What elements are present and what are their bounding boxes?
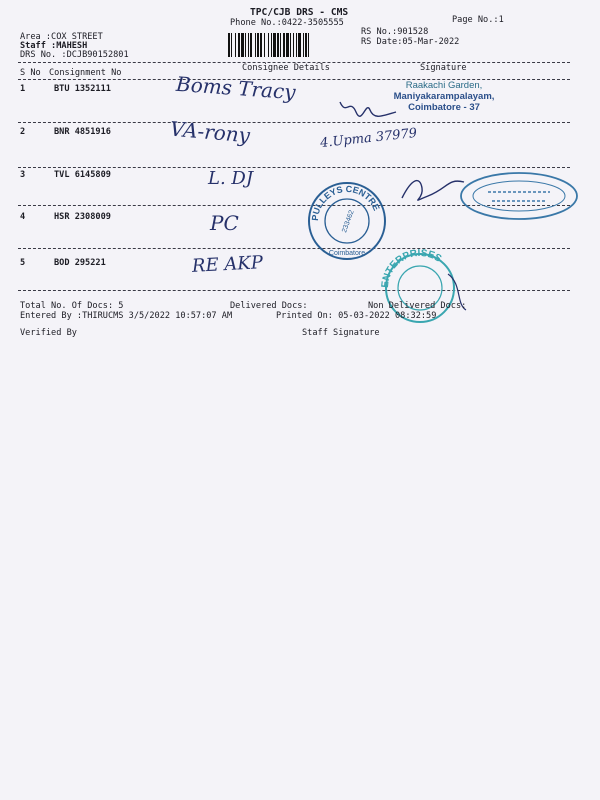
consignee-signature: PC xyxy=(210,211,239,235)
signature-note: 4.Upma 37979 xyxy=(319,125,418,152)
barcode-bar xyxy=(309,33,312,57)
rs-date: RS Date:05-Mar-2022 xyxy=(361,37,460,47)
row-sno: 5 xyxy=(20,258,26,268)
consignee-signature: L. DJ xyxy=(208,168,254,189)
stamp-text: PULLEYS CENTRE xyxy=(309,183,382,222)
phone-number: Phone No.:0422-3505555 xyxy=(230,18,344,28)
stamp-city: Coimbatore xyxy=(328,250,366,257)
staff-signature: Staff Signature xyxy=(302,328,380,338)
scribble-icon xyxy=(338,96,398,122)
staff-label: Staff :MAHESH xyxy=(20,41,88,51)
row-consignment: BOD 295221 xyxy=(54,258,106,268)
printed-on: Printed On: 05-03-2022 08:32:59 xyxy=(276,311,437,321)
area-label: Area :COX STREET xyxy=(20,32,103,42)
consignee-signature: VA-rony xyxy=(169,116,251,148)
sheet-title: TPC/CJB DRS - CMS xyxy=(250,7,349,18)
row-sno: 2 xyxy=(20,127,26,137)
divider xyxy=(18,290,570,291)
page-number: Page No.:1 xyxy=(452,15,504,25)
entered-by: Entered By :THIRUCMS 3/5/2022 10:57:07 AM xyxy=(20,311,233,321)
non-delivered-docs: Non Delivered Docs: xyxy=(368,301,467,311)
consignee-signature: RE AKP xyxy=(191,252,264,277)
total-docs: Total No. Of Docs: 5 xyxy=(20,301,124,311)
row-consignment: BNR 4851916 xyxy=(54,127,111,137)
col-header-sno: S No xyxy=(20,68,41,78)
stamp-address-line3: Coimbatore - 37 xyxy=(408,101,480,113)
row-consignment: BTU 1352111 xyxy=(54,84,111,94)
stamp-address-line1: Raakachi Garden, xyxy=(405,80,483,91)
divider xyxy=(18,122,570,123)
col-header-consignee: Consignee Details xyxy=(242,63,330,73)
divider xyxy=(18,248,570,249)
drs-number: DRS No. :DCJB90152801 xyxy=(20,50,129,60)
delivered-docs: Delivered Docs: xyxy=(230,301,308,311)
row-consignment: HSR 2308009 xyxy=(54,212,111,222)
stamp-address-line2: Maniyakarampalayam, xyxy=(393,90,495,102)
verified-by: Verified By xyxy=(20,328,77,338)
oval-stamp xyxy=(458,170,580,226)
divider xyxy=(18,167,570,168)
row-consignment: TVL 6145809 xyxy=(54,170,111,180)
stamp-number: 233462 xyxy=(341,209,356,234)
row-sno: 3 xyxy=(20,170,26,180)
row-sno: 4 xyxy=(20,212,26,222)
rs-number: RS No.:901528 xyxy=(361,27,429,37)
col-header-signature: Signature xyxy=(420,63,467,73)
consignee-signature: Boms Tracy xyxy=(175,71,297,105)
stamp-text: ENTERPRISES xyxy=(379,247,444,289)
row-sno: 1 xyxy=(20,84,26,94)
barcode xyxy=(228,33,355,57)
col-header-consignment: Consignment No xyxy=(49,68,122,78)
